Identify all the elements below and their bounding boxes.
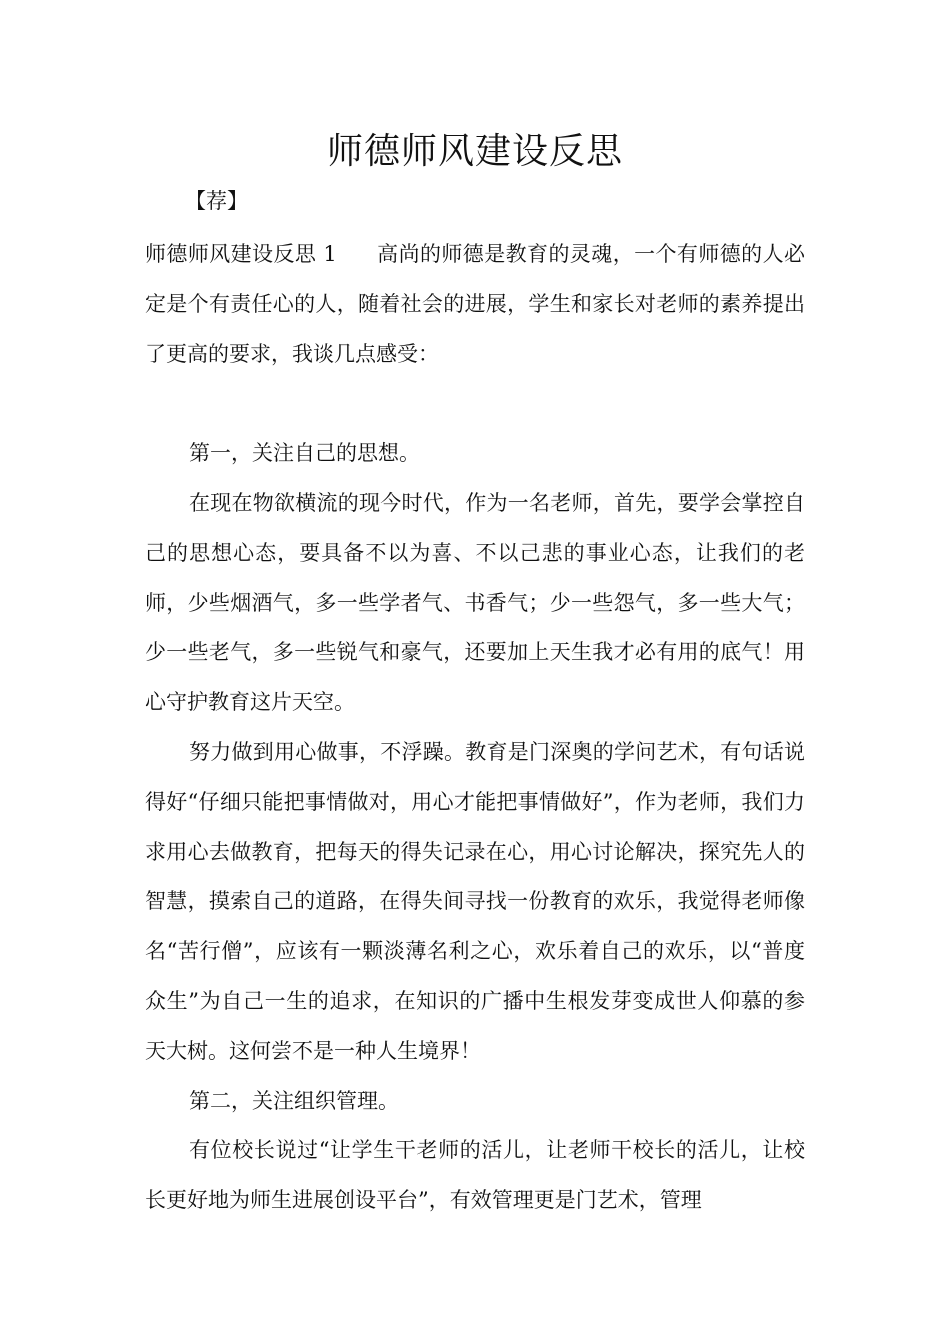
intro-paragraph — [145, 230, 805, 379]
point-one-heading: 第一，关注自己的思想。 — [189, 441, 420, 466]
focus-paragraph: 努力做到用心做事，不浮躁。教育是门深奥的学问艺术，有句话说得好“仔细只能把事情做对，用心才能把事情做好”，作为老师，我们力求用心去做教育，把每天的得失记录在心，用心讨论解决，探究先人的智慧，摸索自己的道路，在得失间寻找一份教育的欢乐，我觉得老师像名“苦行僧”，应该有一颗淡薄名利之心，欢乐着自己的欢乐，以“普度众生”为自己一生的追求，在知识的广播中生根发芽变成世人仰慕的参天大树。这何尝不是一种人生境界！ — [145, 739, 805, 1063]
point-two-paragraph: 有位校长说过“让学生干老师的活儿，让老师干校长的活儿，让校长更好地为师生进展创设平台”，有效管理更是门艺术，管理 — [145, 1138, 805, 1213]
section-heading: 师德师风建设反思 1 — [145, 242, 337, 266]
recommend-tag: 【荐】 — [185, 189, 248, 213]
document-body — [145, 230, 805, 1226]
point-two-heading: 第二，关注组织管理。 — [189, 1088, 399, 1113]
page-title: 师德师风建设反思 — [326, 131, 623, 172]
point-one-paragraph: 在现在物欲横流的现今时代，作为一名老师，首先，要学会掌控自己的思想心态，要具备不以为喜、不以己悲的事业心态，让我们的老师，少些烟酒气，多一些学者气、书香气；少一些怨气，多一些大气；少一些老气，多一些锐气和豪气，还要加上天生我才必有用的底气！用心守护教育这片天空。 — [145, 490, 805, 715]
paragraph-gap — [145, 379, 805, 429]
paragraph-text: 高尚的师德是教育的灵魂，一个有师德的人必定是个有责任心的人，随着社会的进展，学生和家长对老师的素养提出了更高的要求，我谈几点感受： — [145, 242, 805, 366]
